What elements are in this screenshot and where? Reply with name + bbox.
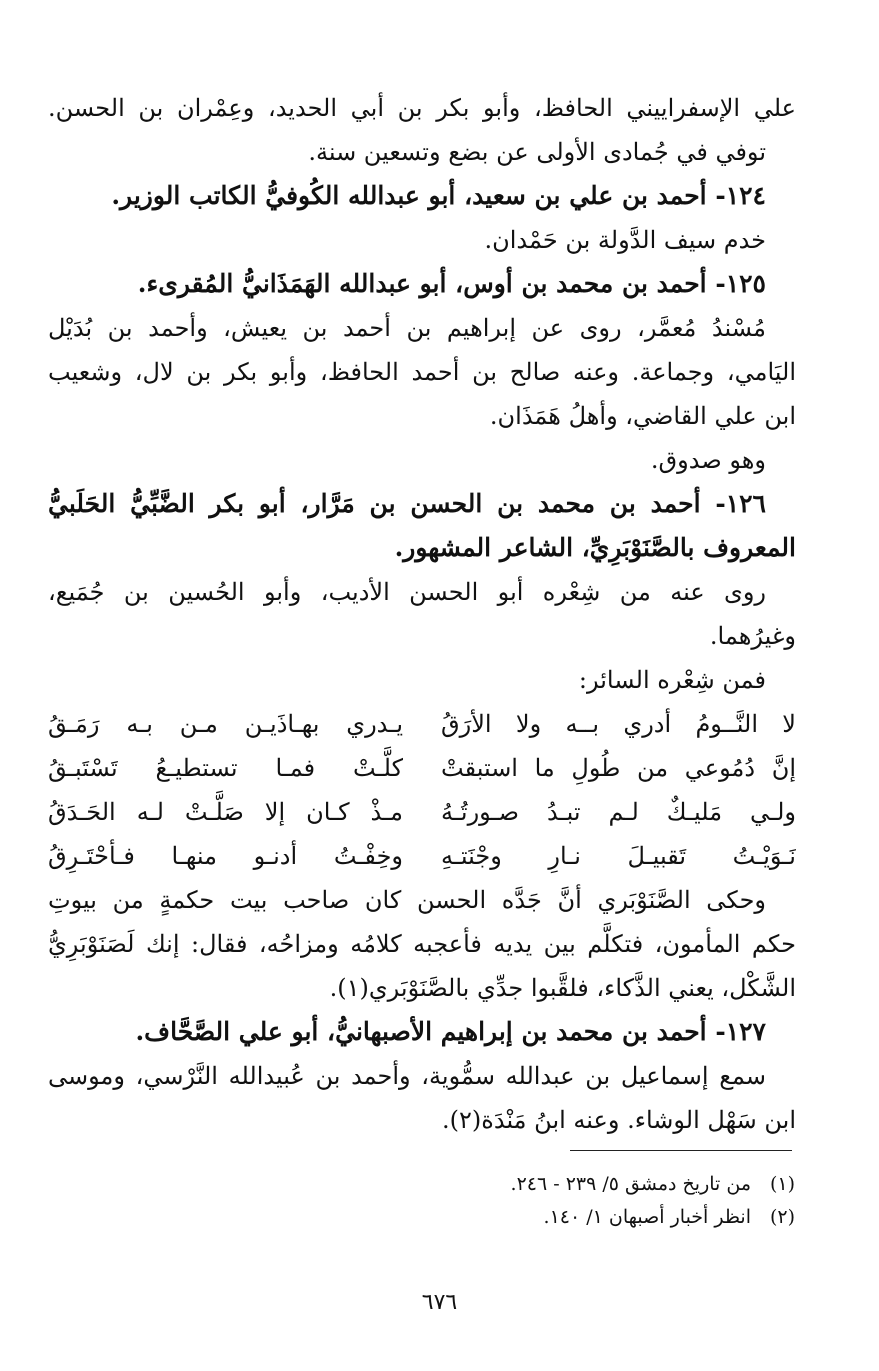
verse-line	[48, 702, 796, 746]
text-line: وحكى الصَّنَوْبَري أنَّ جَدَّه الحسن كان صاحب بيت حكمةٍ من بيوتِ	[48, 886, 766, 914]
verse-second-half: مـذْ كـان إلا صَلَّـتْ لـه الحَـدَقُ	[48, 798, 403, 826]
footnote-divider	[570, 1150, 792, 1151]
verse-second-half: يـدري بهـاذَيـن مـن بـه رَمَـقُ	[48, 710, 403, 738]
entry-heading-125: ١٢٥- أحمد بن محمد بن أوس، أبو عبدالله الهَمَذَانيُّ المُقرىء.	[137, 269, 766, 298]
footnote	[511, 1201, 795, 1234]
entry-heading-126-cont: المعروف بالصَّنَوْبَرِيِّ، الشاعر المشهور.	[394, 533, 796, 562]
verse-first-half: ولـي مَليـكٌ لـم تبـدُ صـورتُـهُ	[441, 798, 796, 826]
verse-second-half: وخِفْـتُ أدنـو منهـا فـأحْتَـرِقُ	[48, 842, 403, 870]
text-line: ابن علي القاضي، وأهلُ هَمَذَان.	[489, 402, 796, 430]
text-line: اليَامي، وجماعة. وعنه صالح بن أحمد الحافظ، وأبو بكر بن لال، وشعيب	[48, 358, 796, 386]
verse-line	[48, 834, 796, 878]
text-line: الشَّكْل، يعني الذَّكاء، فلقَّبوا جدِّي بالصَّنَوْبَري(١).	[329, 974, 796, 1002]
entry-heading-126: ١٢٦- أحمد بن محمد بن الحسن بن مَرَّار، أبو بكر الضَّبِّيُّ الحَلَبيُّ	[48, 489, 766, 518]
verse-first-half: لا النَّــومُ أدري بــه ولا الأرَقُ	[441, 710, 796, 738]
entry-heading-124: ١٢٤- أحمد بن علي بن سعيد، أبو عبدالله الكُوفيُّ الكاتب الوزير.	[111, 181, 766, 210]
verse-second-half: كلَّـتْ فمـا تستطيـعُ تَسْتَبـقُ	[48, 754, 403, 782]
text-line: حكم المأمون، فتكلَّم بين يديه فأعجبه كلامُه ومزاحُه، فقال: إنك لَصَنَوْبَرِيُّ	[48, 930, 796, 958]
page-number: ٦٧٦	[421, 1290, 458, 1315]
text-line: وهو صدوق.	[650, 446, 766, 474]
text-line: فمن شِعْره السائر:	[578, 666, 766, 694]
text-line: ابن سَهْل الوشاء. وعنه ابنُ مَنْدَة(٢).	[442, 1106, 796, 1134]
text-line: سمع إسماعيل بن عبدالله سمُّوية، وأحمد بن عُبيدالله النَّرْسي، وموسى	[48, 1062, 766, 1090]
entry-heading-127: ١٢٧- أحمد بن محمد بن إبراهيم الأصبهانيُّ، أبو علي الصَّحَّاف.	[135, 1017, 766, 1046]
footnote-text: من تاريخ دمشق ٥/ ٢٣٩ - ٢٤٦.	[510, 1173, 751, 1195]
text-line: مُسْندُ مُعمَّر، روى عن إبراهيم بن أحمد بن يعيش، وأحمد بن بُدَيْل	[48, 314, 766, 342]
text-line: علي الإسفراييني الحافظ، وأبو بكر بن أبي الحديد، وعِمْران بن الحسن.	[48, 94, 796, 122]
footnote-number: (٢)	[769, 1206, 795, 1228]
verse-first-half: إنَّ دُمُوعي من طُولِ ما استبقتْ	[441, 754, 796, 782]
footnotes	[511, 1168, 795, 1234]
text-line: خدم سيف الدَّولة بن حَمْدان.	[484, 226, 766, 254]
footnote-text: انظر أخبار أصبهان ١/ ١٤٠.	[543, 1206, 751, 1228]
footnote-number: (١)	[769, 1173, 795, 1195]
verse-line	[48, 746, 796, 790]
footnote	[511, 1168, 795, 1201]
verse-first-half: نَـوَيْـتُ تَقبيـلَ نـارِ وجْنَتـهِ	[441, 842, 796, 870]
text-line: وغيرُهما.	[709, 622, 796, 650]
verse-line	[48, 790, 796, 834]
text-line: روى عنه من شِعْره أبو الحسن الأديب، وأبو الحُسين بن جُمَيع،	[48, 578, 766, 606]
page-body	[48, 86, 796, 1142]
text-line: توفي في جُمادى الأولى عن بضع وتسعين سنة.	[308, 138, 766, 166]
